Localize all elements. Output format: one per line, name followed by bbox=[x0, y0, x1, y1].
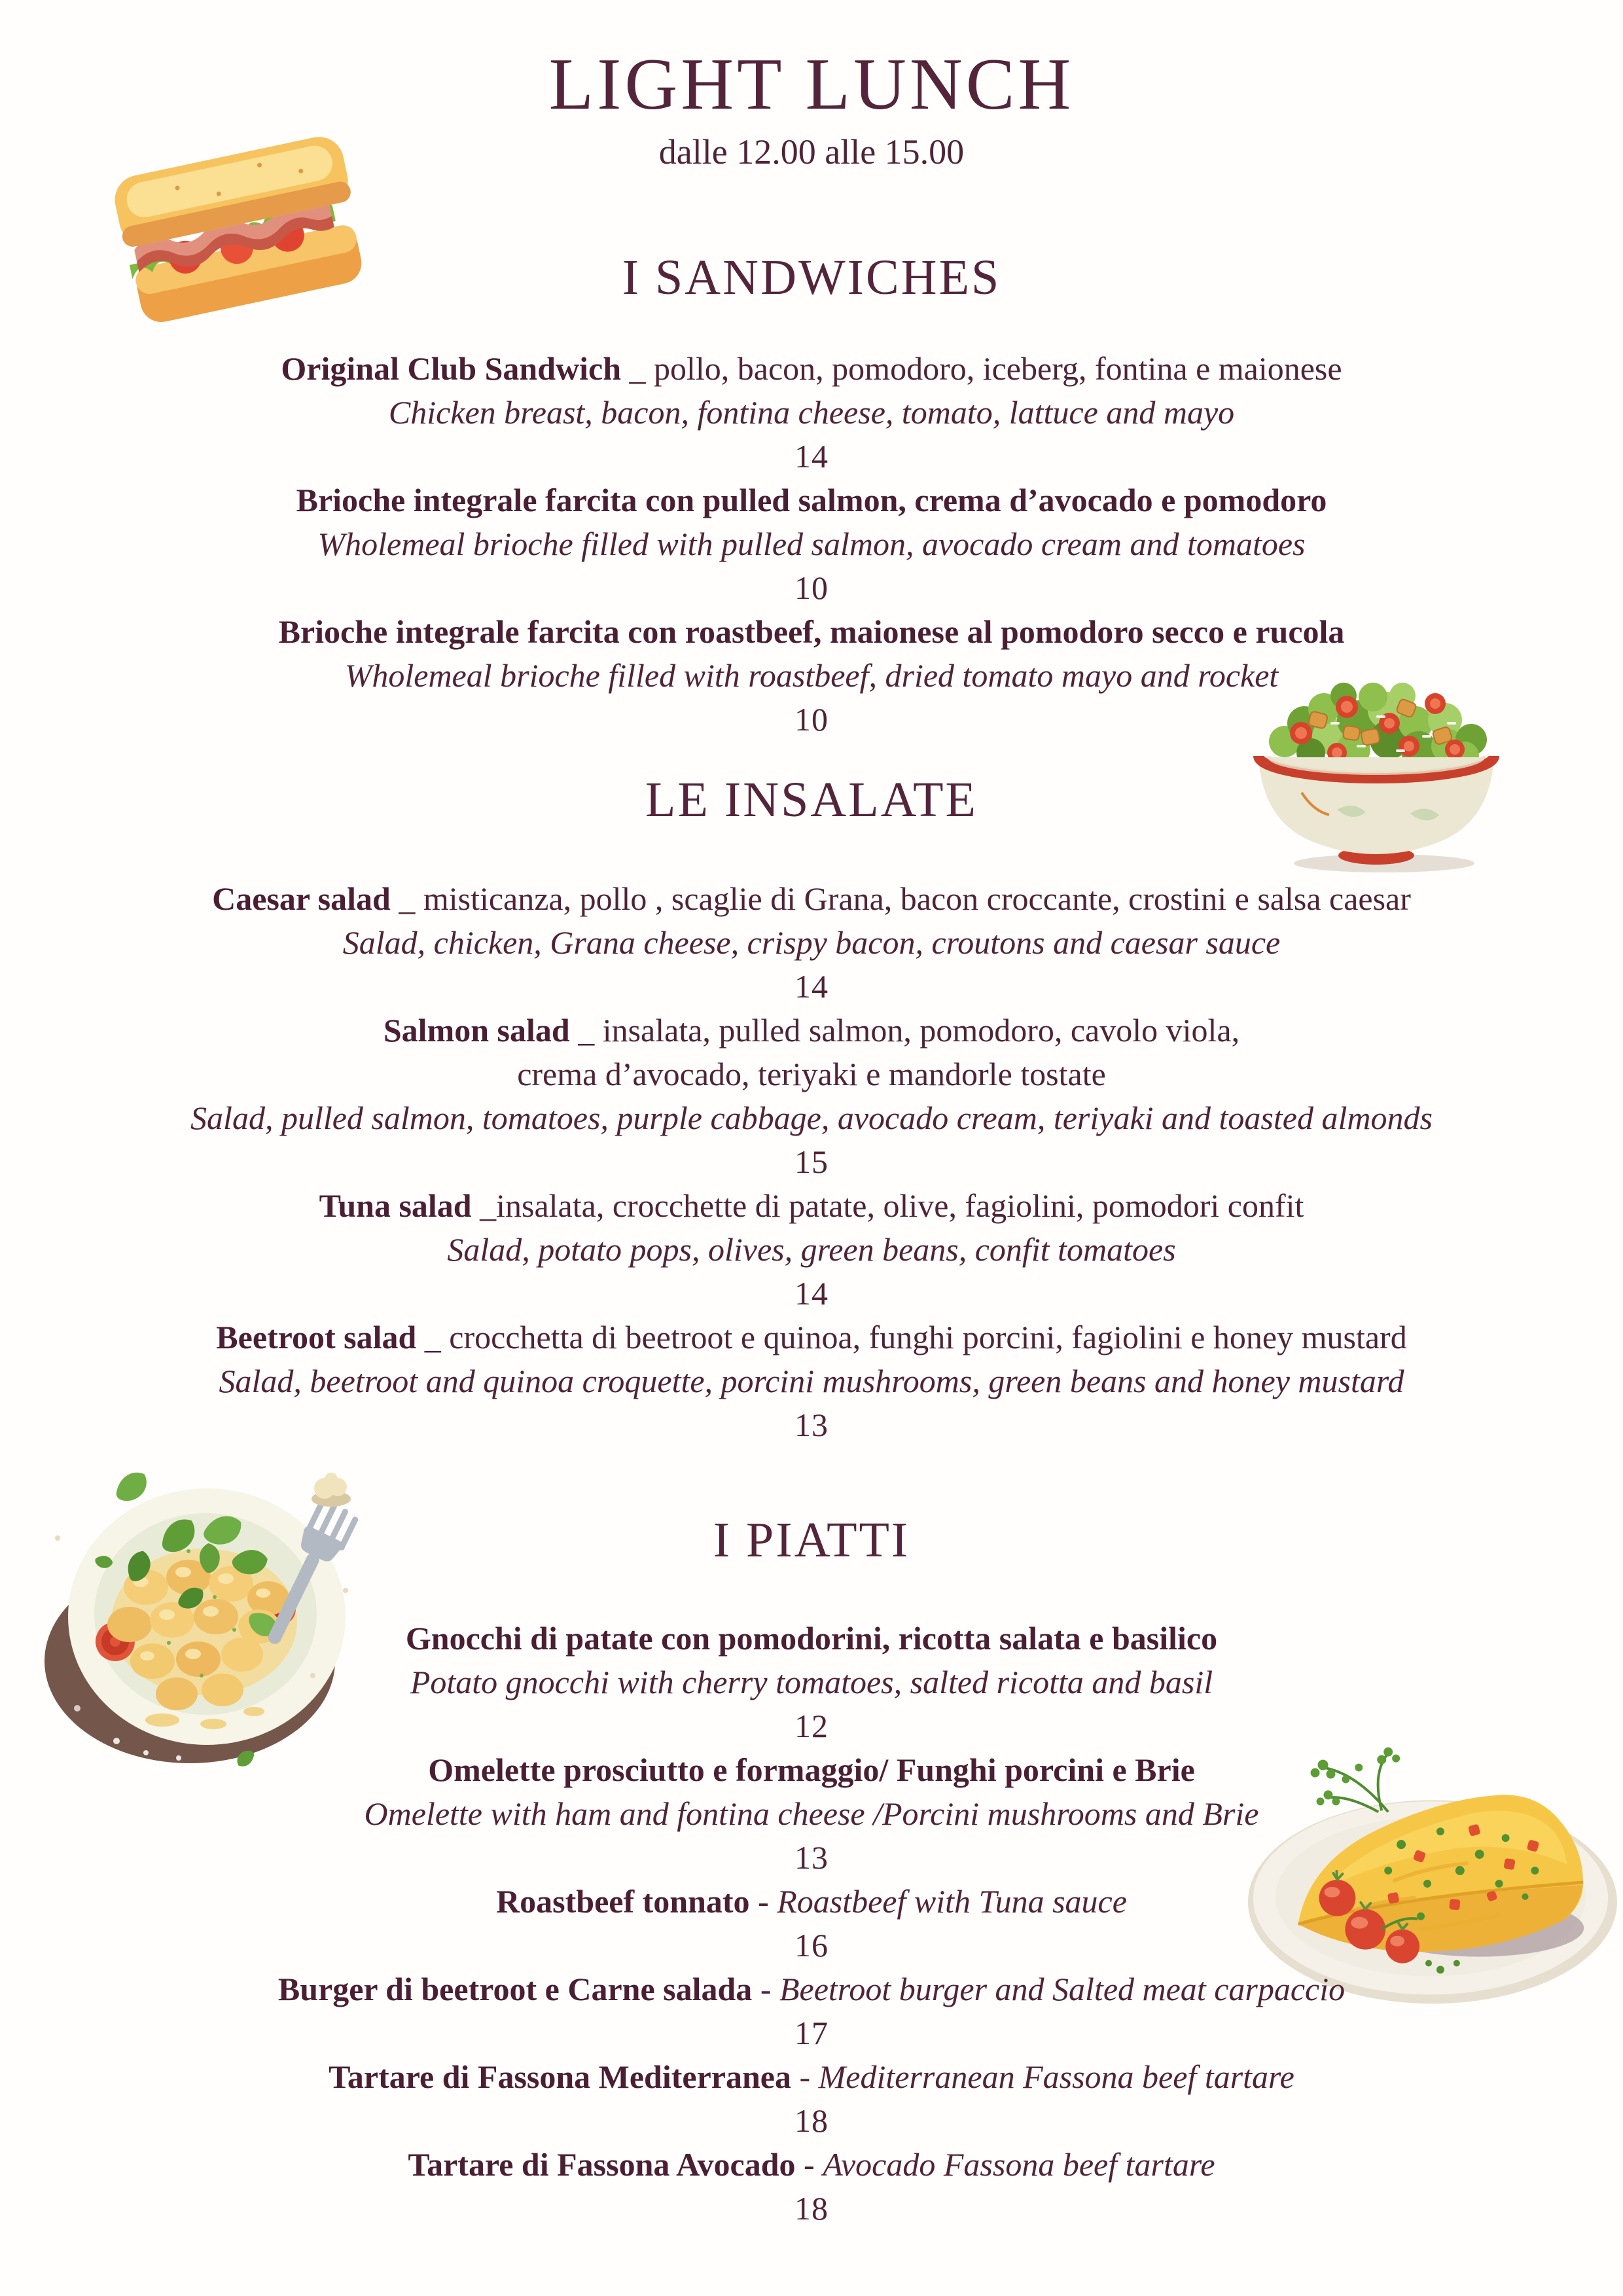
menu-item-line bbox=[0, 1096, 1623, 1140]
item-name: Tartare di Fassona Avocado bbox=[408, 2145, 796, 2183]
item-translation: Avocado Fassona beef tartare bbox=[823, 2145, 1215, 2183]
item-price: 17 bbox=[794, 2014, 829, 2051]
menu-item-line bbox=[0, 2143, 1623, 2187]
menu-item-line bbox=[0, 1359, 1623, 1403]
item-name: Tartare di Fassona Mediterranea bbox=[329, 2058, 791, 2095]
menu-item-line bbox=[0, 921, 1623, 965]
menu-item-line bbox=[0, 1009, 1623, 1052]
menu-item bbox=[0, 1316, 1623, 1447]
item-translation: Salad, beetroot and quinoa croquette, porcini mushrooms, green beans and honey mustard bbox=[219, 1362, 1404, 1399]
page-subtitle: dalle 12.00 alle 15.00 bbox=[658, 132, 965, 172]
section-title-piatti: I PIATTI bbox=[713, 1512, 910, 1568]
item-translation: Wholemeal brioche filled with roastbeef, dried tomato mayo and rocket bbox=[344, 657, 1279, 694]
item-price: 15 bbox=[794, 1143, 829, 1180]
section-title-sandwiches: I SANDWICHES bbox=[622, 250, 1001, 306]
menu-section-sandwiches bbox=[0, 248, 1623, 742]
item-text: - bbox=[791, 2058, 819, 2095]
item-price: 12 bbox=[794, 1707, 829, 1744]
menu-item-line bbox=[0, 347, 1623, 391]
item-translation: Salad, pulled salmon, tomatoes, purple cabbage, avocado cream, teriyaki and toasted almonds bbox=[190, 1099, 1433, 1136]
menu-item bbox=[0, 2055, 1623, 2143]
menu-item-line bbox=[0, 610, 1623, 654]
menu-item bbox=[0, 1617, 1623, 1748]
menu-item-line bbox=[0, 1660, 1623, 1704]
menu-item-line bbox=[0, 1617, 1623, 1660]
menu-item-line bbox=[0, 1052, 1623, 1096]
menu-item bbox=[0, 1184, 1623, 1316]
item-translation: Beetroot burger and Salted meat carpaccio bbox=[779, 1970, 1346, 2007]
menu-sections bbox=[0, 248, 1623, 2231]
menu-item bbox=[0, 347, 1623, 478]
item-translation: Wholemeal brioche filled with pulled salmon, avocado cream and tomatoes bbox=[317, 526, 1306, 563]
menu-item bbox=[0, 1748, 1623, 1880]
menu-item bbox=[0, 2143, 1623, 2231]
item-price: 18 bbox=[794, 2189, 829, 2227]
menu-item-line bbox=[0, 1184, 1623, 1228]
section-items bbox=[0, 877, 1623, 1447]
menu-item-line bbox=[0, 478, 1623, 522]
item-text: _ bbox=[569, 1011, 603, 1049]
item-text: _ bbox=[390, 880, 423, 917]
item-text: insalata, crocchette di patate, olive, fagiolini, pomodori confit bbox=[496, 1187, 1304, 1224]
item-text: misticanza, pollo , scaglie di Grana, bacon croccante, crostini e salsa caesar bbox=[423, 880, 1411, 917]
item-text: _ bbox=[416, 1318, 450, 1355]
menu-item-line bbox=[0, 1967, 1623, 2011]
item-name: Beetroot salad bbox=[216, 1318, 417, 1355]
item-text: - bbox=[752, 1970, 779, 2007]
item-name: Tuna salad bbox=[319, 1187, 472, 1224]
menu-section-insalate bbox=[0, 770, 1623, 1446]
item-price: 18 bbox=[794, 2102, 829, 2139]
menu-item-line bbox=[0, 1228, 1623, 1272]
menu-item bbox=[0, 478, 1623, 610]
item-price: 13 bbox=[794, 1406, 829, 1443]
item-translation: Chicken breast, bacon, fontina cheese, tomato, lattuce and mayo bbox=[388, 394, 1235, 431]
item-name: Original Club Sandwich bbox=[281, 350, 622, 387]
item-name: Brioche integrale farcita con pulled salmon, crema d’avocado e pomodoro bbox=[296, 482, 1327, 519]
section-items bbox=[0, 347, 1623, 742]
menu-item-line bbox=[0, 1792, 1623, 1836]
menu-item bbox=[0, 610, 1623, 742]
page-title: LIGHT LUNCH bbox=[548, 44, 1075, 125]
item-name: Burger di beetroot e Carne salada bbox=[277, 1970, 753, 2007]
item-price: 14 bbox=[794, 438, 829, 475]
menu-item-line bbox=[0, 1748, 1623, 1792]
item-price: 10 bbox=[794, 701, 829, 738]
item-name: Omelette prosciutto e formaggio/ Funghi porcini e Brie bbox=[428, 1751, 1195, 1788]
item-translation: Mediterranean Fassona beef tartare bbox=[818, 2058, 1294, 2095]
item-text: insalata, pulled salmon, pomodoro, cavolo viola, bbox=[602, 1011, 1240, 1049]
menu-item-line bbox=[0, 2055, 1623, 2099]
item-price: 13 bbox=[794, 1839, 829, 1876]
item-text: - bbox=[749, 1882, 777, 1920]
menu-item-line bbox=[0, 1316, 1623, 1359]
item-text: crema d’avocado, teriyaki e mandorle tostate bbox=[517, 1055, 1106, 1092]
item-name: Caesar salad bbox=[212, 880, 391, 917]
item-price: 10 bbox=[794, 569, 829, 607]
item-price: 16 bbox=[794, 1926, 829, 1964]
item-translation: Salad, potato pops, olives, green beans, confit tomatoes bbox=[447, 1230, 1176, 1268]
item-name: Salmon salad bbox=[383, 1011, 570, 1049]
item-name: Roastbeef tonnato bbox=[496, 1882, 750, 1920]
item-text: pollo, bacon, pomodoro, iceberg, fontina e maionese bbox=[654, 350, 1342, 387]
item-name: Brioche integrale farcita con roastbeef, maionese al pomodoro secco e rucola bbox=[278, 613, 1345, 651]
item-text: crocchetta di beetroot e quinoa, funghi porcini, fagiolini e honey mustard bbox=[449, 1318, 1407, 1355]
section-title-insalate: LE INSALATE bbox=[645, 772, 978, 828]
item-price: 14 bbox=[794, 967, 829, 1005]
section-items bbox=[0, 1617, 1623, 2231]
item-text: - bbox=[795, 2145, 823, 2183]
item-translation: Salad, chicken, Grana cheese, crispy bacon, croutons and caesar sauce bbox=[342, 924, 1281, 961]
menu-item bbox=[0, 1880, 1623, 1967]
item-text: _ bbox=[621, 350, 654, 387]
menu-item-line bbox=[0, 522, 1623, 566]
menu-item-line bbox=[0, 654, 1623, 698]
menu-item bbox=[0, 1009, 1623, 1184]
menu-item-line bbox=[0, 391, 1623, 435]
menu-item bbox=[0, 877, 1623, 1009]
menu-section-piatti bbox=[0, 1511, 1623, 2231]
item-text: _ bbox=[471, 1187, 497, 1224]
item-translation: Omelette with ham and fontina cheese /Porcini mushrooms and Brie bbox=[364, 1795, 1259, 1832]
item-translation: Roastbeef with Tuna sauce bbox=[777, 1882, 1127, 1920]
menu-item-line bbox=[0, 877, 1623, 921]
menu-item bbox=[0, 1967, 1623, 2055]
item-translation: Potato gnocchi with cherry tomatoes, salted ricotta and basil bbox=[410, 1663, 1213, 1700]
item-name: Gnocchi di patate con pomodorini, ricotta salata e basilico bbox=[405, 1619, 1218, 1657]
item-price: 14 bbox=[794, 1274, 829, 1312]
menu-item-line bbox=[0, 1880, 1623, 1924]
